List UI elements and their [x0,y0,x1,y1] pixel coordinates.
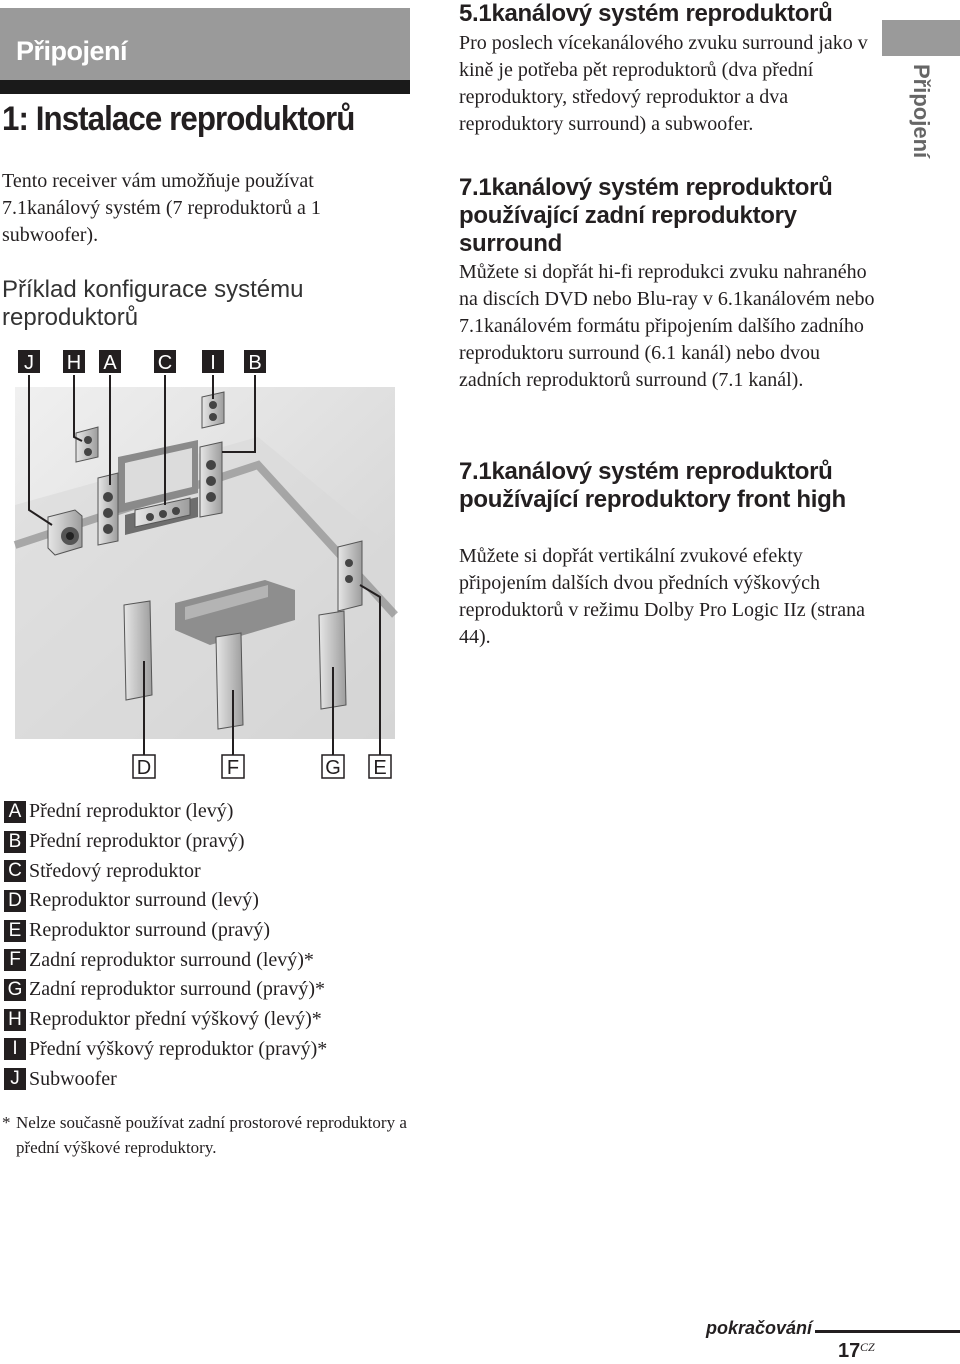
surround-back-left-speaker-icon [216,633,243,729]
side-tab [882,20,960,56]
legend-badge: I [4,1038,26,1060]
legend-item [4,886,444,916]
legend-badge: C [4,860,26,882]
heading-7-1-front-high: 7.1kanálový systém reproduktorů používající reproduktory front high [459,458,846,513]
legend-badge: G [4,979,26,1001]
section-label: Připojení [16,36,128,66]
heading-7-1-back: 7.1kanálový systém reproduktorů používající zadní reproduktory surround [459,174,833,257]
legend-badge: J [4,1068,26,1090]
page-language: CZ [860,1340,875,1354]
legend-badge: E [4,920,26,942]
paragraph-7-1-front-high: Můžete si dopřát vertikální zvukové efekty připojením dalších dvou předních výškových reproduktorů v režimu Dolby Pro Logic IIz (strana 44). [459,545,865,648]
legend-item [4,1064,444,1094]
front-left-speaker-icon [98,473,118,545]
page-title: 1: Instalace reproduktorů [2,100,355,138]
page-number: 17 [838,1340,861,1362]
banner-rule [0,80,410,94]
diagram-label-g: G [325,757,341,779]
footnote [2,1110,442,1160]
legend-badge: B [4,831,26,853]
heading-5-1: 5.1kanálový systém reproduktorů [459,0,833,27]
legend-text: Zadní reproduktor surround (pravý)* [29,978,326,1001]
paragraph-7-1-back: Můžete si dopřát hi-fi reprodukci zvuku nahraného na discích DVD nebo Blu-ray v 6.1kanálovém nebo 7.1kanálovém formátu připojením dalšího zadního reproduktoru surround (6.1 kanál) nebo dvou zadních reproduktorů surround (7.1 kanál). [459,261,875,391]
diagram-label-j: J [24,352,34,374]
diagram-label-f: F [226,757,240,779]
footnote-mark: * [2,1113,11,1132]
side-tab-label: Připojení [909,64,934,159]
continued-label: pokračování [706,1318,813,1338]
legend-badge: D [4,890,26,912]
diagram-label-c: C [157,352,173,374]
surround-left-speaker-icon [124,601,152,700]
diagram-label-e: E [373,757,387,779]
front-high-left-speaker-icon [76,427,98,462]
legend-text: Zadní reproduktor surround (levý)* [29,948,314,971]
legend-item [4,797,444,827]
legend-badge: H [4,1009,26,1031]
legend-text: Středový reproduktor [29,859,201,882]
bottom-labels [133,755,391,779]
intro-paragraph: Tento receiver vám umožňuje používat 7.1kanálový systém (7 reproduktorů a 1 subwoofer). [2,170,321,246]
legend-badge: A [4,801,26,823]
diagram-label-a: A [103,352,117,374]
diagram-label-b: B [248,352,262,374]
legend-item [4,1005,444,1035]
legend-text: Reproduktor surround (pravý) [29,919,271,942]
legend-text: Přední reproduktor (levý) [29,800,234,823]
surround-right-speaker-icon [338,541,362,611]
legend-item [4,1035,444,1065]
legend-text: Přední výškový reproduktor (pravý)* [29,1037,328,1060]
example-heading: Příklad konfigurace systému reproduktorů [2,276,304,331]
legend-text: Přední reproduktor (pravý) [29,830,245,853]
paragraph-5-1: Pro poslech vícekanálového zvuku surround jako v kině je potřeba pět reproduktorů (dva přední reproduktory, středový reproduktor a dva reproduktory surround) a subwoofer. [459,32,868,135]
speaker-legend [4,797,444,1094]
footnote-text: Nelze současně používat zadní prostorové reproduktory a přední výškové reproduktory. [16,1113,407,1157]
legend-text: Reproduktor surround (levý) [29,889,259,912]
legend-item [4,916,444,946]
continued-rule [815,1330,960,1333]
legend-item [4,856,444,886]
subwoofer-icon [48,510,82,555]
top-labels [18,350,266,374]
front-right-speaker-icon [200,442,222,517]
diagram-label-h: H [66,352,82,374]
legend-item [4,945,444,975]
legend-text: Subwoofer [29,1067,117,1090]
legend-badge: F [4,949,26,971]
legend-text: Reproduktor přední výškový (levý)* [29,1008,322,1031]
legend-item [4,827,444,857]
diagram-label-d: D [136,757,152,779]
diagram-label-i: I [210,352,216,374]
speaker-layout-diagram [0,345,410,785]
legend-item [4,975,444,1005]
